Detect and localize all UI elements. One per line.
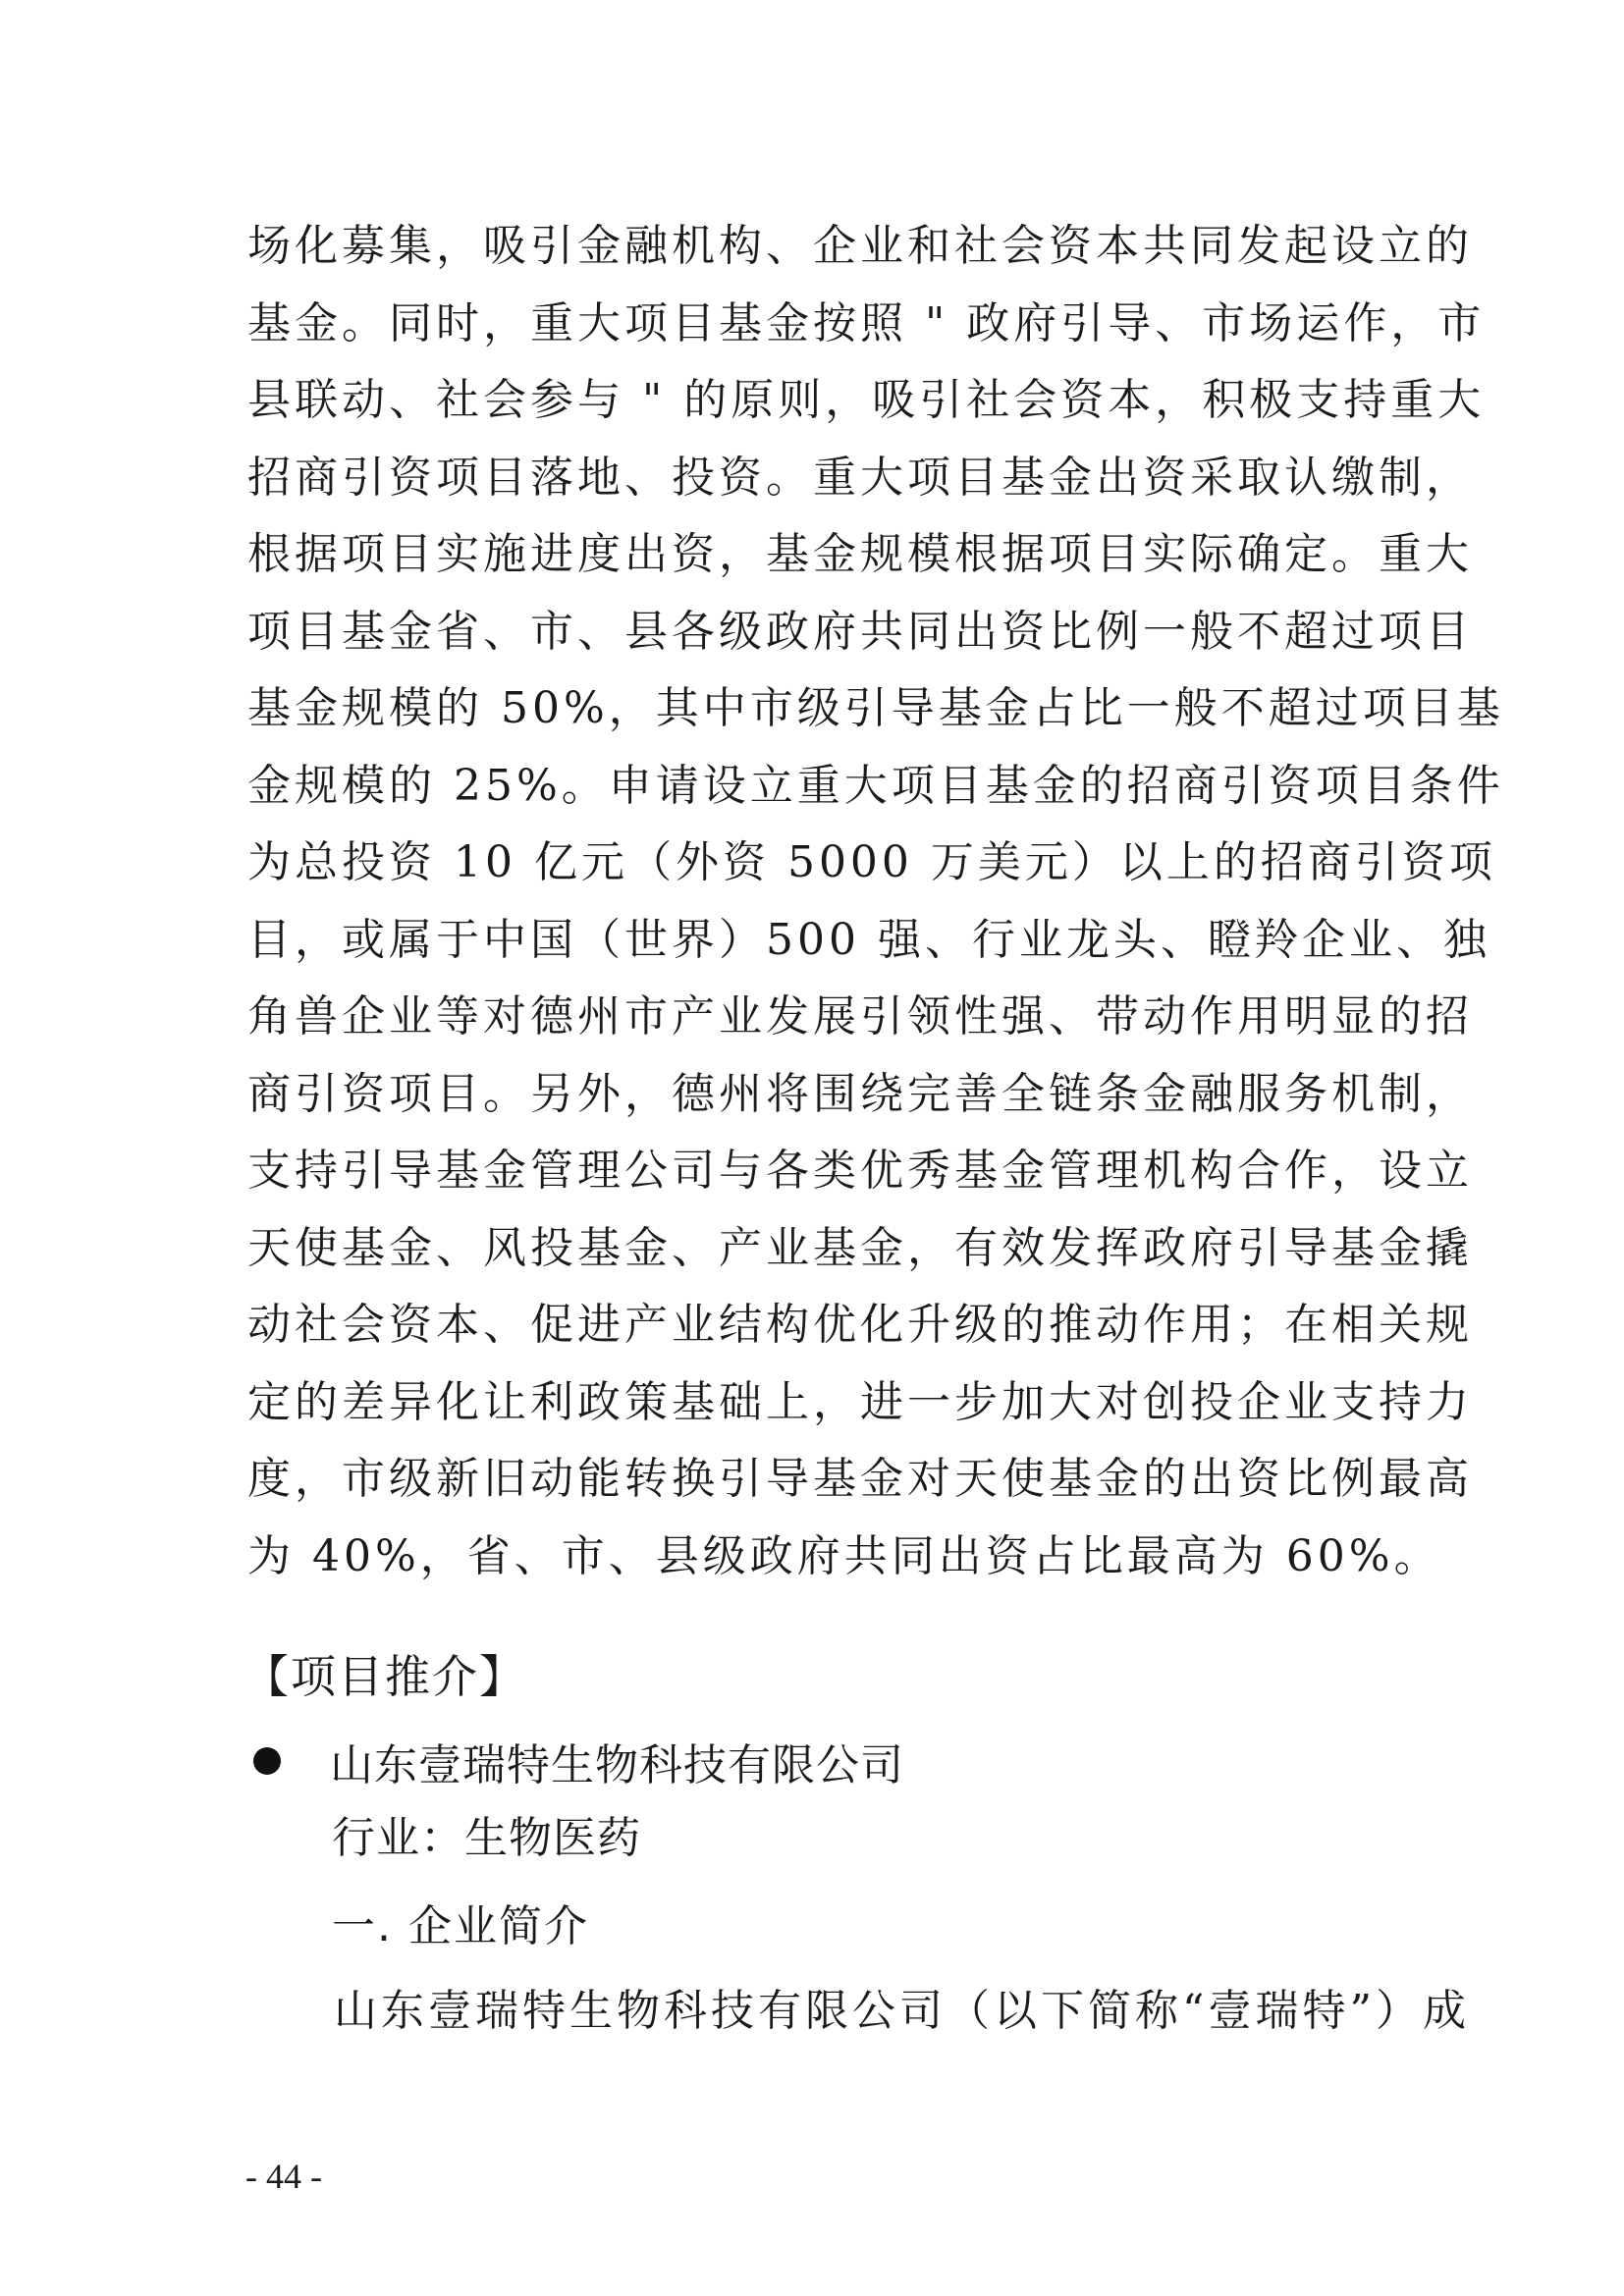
body-line: 金规模的 25%。申请设立重大项目基金的招商引资项目条件: [247, 760, 1504, 811]
body-line: 商引资项目。另外，德州将围绕完善全链条金融服务机制，: [247, 1068, 1473, 1119]
body-line: 目，或属于中国（世界）500 强、行业龙头、瞪羚企业、独: [247, 914, 1490, 965]
body-line: 定的差异化让利政策基础上，进一步加大对创投企业支持力: [247, 1376, 1473, 1427]
company-industry: 行业：生物医药: [332, 1813, 641, 1863]
body-line: 基金。同时，重大项目基金按照 " 政府引导、市场运作，市: [247, 297, 1486, 348]
body-line: 度，市级新旧动能转换引导基金对天使基金的出资比例最高: [247, 1454, 1473, 1504]
body-line: 为总投资 10 亿元（外资 5000 万美元）以上的招商引资项: [247, 837, 1496, 887]
page-number: - 44 -: [245, 2157, 322, 2196]
body-line: 招商引资项目落地、投资。重大项目基金出资采取认缴制，: [247, 452, 1473, 503]
body-line: 为 40%，省、市、县级政府共同出资占比最高为 60%。: [247, 1530, 1441, 1581]
body-line: 支持引导基金管理公司与各类优秀基金管理机构合作，设立: [247, 1146, 1473, 1196]
body-line: 项目基金省、市、县各级政府共同出资比例一般不超过项目: [247, 606, 1473, 657]
body-line: 县联动、社会参与 " 的原则，吸引社会资本，积极支持重大: [247, 375, 1486, 425]
bullet-icon: [253, 1747, 281, 1775]
body-line: 动社会资本、促进产业结构优化升级的推动作用；在相关规: [247, 1300, 1473, 1350]
company-name: 山东壹瑞特生物科技有限公司: [330, 1740, 904, 1790]
body-paragraph: [247, 208, 1504, 1595]
intro-paragraph: 山东壹瑞特生物科技有限公司（以下简称“壹瑞特”）成: [334, 1986, 1470, 2036]
section-heading: 【项目推介】: [244, 1650, 526, 1703]
body-line: 天使基金、风投基金、产业基金，有效发挥政府引导基金撬: [247, 1222, 1473, 1273]
company-entry: [253, 1722, 904, 1800]
subsection-heading: 一. 企业简介: [332, 1901, 589, 1951]
body-line: 基金规模的 50%，其中市级引导基金占比一般不超过项目基: [247, 683, 1504, 733]
body-line: 根据项目实施进度出资，基金规模根据项目实际确定。重大: [247, 529, 1473, 579]
body-line: 场化募集，吸引金融机构、企业和社会资本共同发起设立的: [247, 221, 1473, 271]
body-line: 角兽企业等对德州市产业发展引领性强、带动作用明显的招: [247, 991, 1473, 1041]
